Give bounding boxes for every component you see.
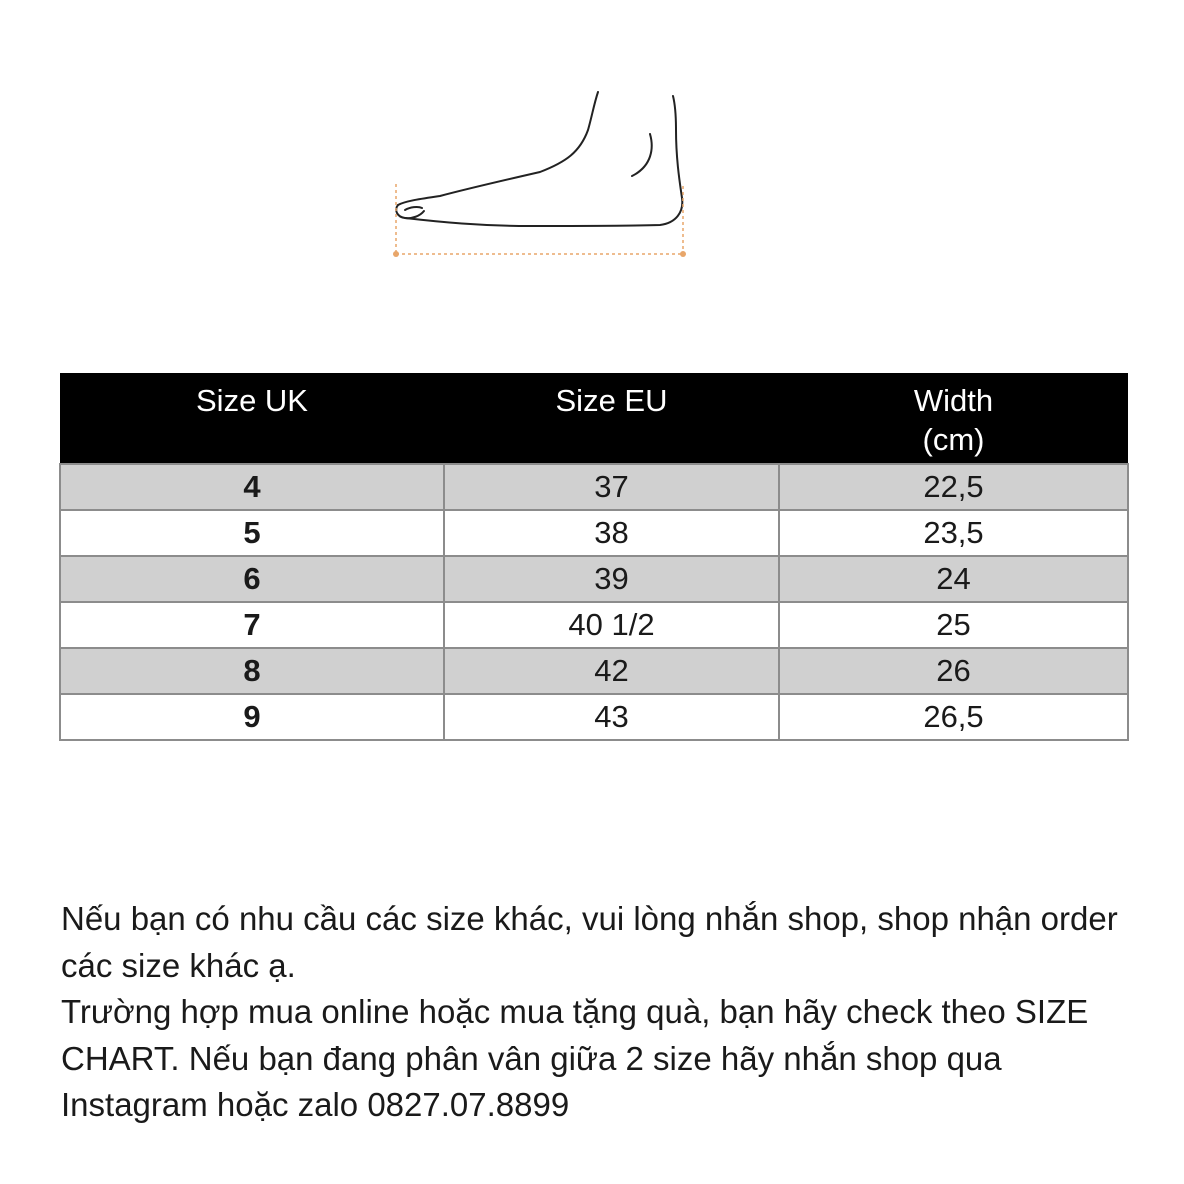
table-row bbox=[60, 464, 1128, 510]
header-size-eu: Size EU bbox=[444, 373, 779, 464]
cell-size-uk: 5 bbox=[60, 510, 444, 556]
header-width-label: Width bbox=[913, 383, 994, 418]
cell-width: 26 bbox=[779, 648, 1128, 694]
cell-size-uk: 8 bbox=[60, 648, 444, 694]
cell-width: 24 bbox=[779, 556, 1128, 602]
size-note bbox=[61, 896, 1141, 1129]
table-row bbox=[60, 510, 1128, 556]
header-width-unit: (cm) bbox=[922, 422, 985, 457]
table-row bbox=[60, 556, 1128, 602]
header-size-uk: Size UK bbox=[60, 373, 444, 464]
cell-width: 26,5 bbox=[779, 694, 1128, 740]
note-paragraph-size-advice: Trường hợp mua online hoặc mua tặng quà, bạn hãy check theo SIZE CHART. Nếu bạn đang phân vân giữa 2 size hãy nhắn shop qua Instagram hoặc zalo 0827.07.8899 bbox=[61, 993, 1089, 1123]
cell-size-uk: 6 bbox=[60, 556, 444, 602]
table-header-row bbox=[60, 373, 1128, 464]
note-paragraph-custom-order: Nếu bạn có nhu cầu các size khác, vui lòng nhắn shop, shop nhận order các size khác ạ. bbox=[61, 900, 1118, 984]
table-row bbox=[60, 694, 1128, 740]
cell-size-eu: 37 bbox=[444, 464, 779, 510]
cell-size-uk: 4 bbox=[60, 464, 444, 510]
cell-size-eu: 42 bbox=[444, 648, 779, 694]
cell-size-uk: 9 bbox=[60, 694, 444, 740]
cell-size-uk: 7 bbox=[60, 602, 444, 648]
cell-width: 25 bbox=[779, 602, 1128, 648]
cell-size-eu: 38 bbox=[444, 510, 779, 556]
size-chart-table bbox=[59, 373, 1129, 741]
cell-size-eu: 43 bbox=[444, 694, 779, 740]
cell-width: 22,5 bbox=[779, 464, 1128, 510]
header-width bbox=[779, 373, 1128, 464]
cell-width: 23,5 bbox=[779, 510, 1128, 556]
cell-size-eu: 40 1/2 bbox=[444, 602, 779, 648]
foot-length-measure-icon bbox=[380, 84, 700, 268]
table-row bbox=[60, 602, 1128, 648]
table-row bbox=[60, 648, 1128, 694]
cell-size-eu: 39 bbox=[444, 556, 779, 602]
